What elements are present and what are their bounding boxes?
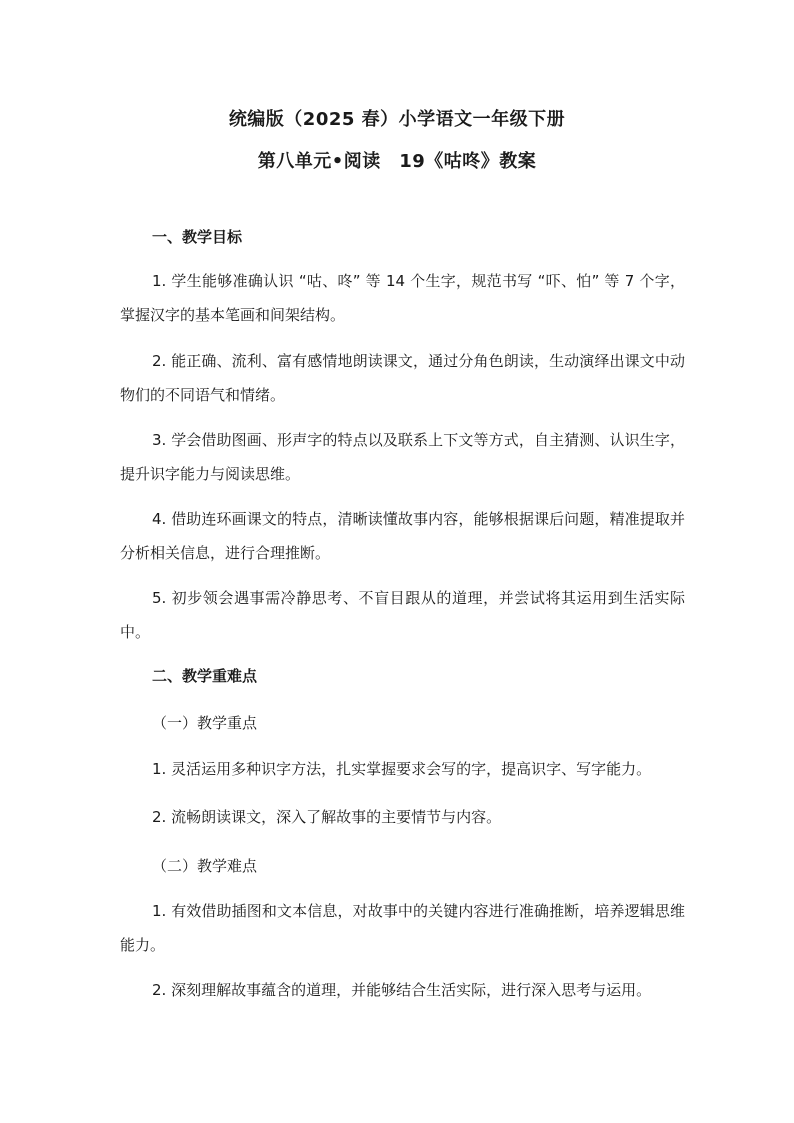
section-heading-teaching-goals: 一、教学目标	[152, 228, 243, 246]
document-subtitle: 第八单元•阅读 19《咕咚》教案	[257, 151, 537, 172]
goal-item: 3. 学会借助图画、形声字的特点以及联系上下文等方式，自主猜测、认识生字，提升识字能力与阅读思维。	[120, 431, 685, 483]
subsection-heading-key-points: （一）教学重点	[152, 714, 258, 732]
goal-item: 5. 初步领会遇事需冷静思考、不盲目跟从的道理，并尝试将其运用到生活实际中。	[120, 589, 685, 641]
subsection-heading-difficulties: （二）教学难点	[152, 857, 258, 875]
goal-item: 2. 能正确、流利、富有感情地朗读课文，通过分角色朗读，生动演绎出课文中动物们的不同语气和情绪。	[120, 352, 685, 404]
key-point-item: 2. 流畅朗读课文，深入了解故事的主要情节与内容。	[152, 808, 502, 826]
goal-item: 4. 借助连环画课文的特点，清晰读懂故事内容，能够根据课后问题，精准提取并分析相关信息，进行合理推断。	[120, 510, 685, 562]
difficulty-item: 2. 深刻理解故事蕴含的道理，并能够结合生活实际，进行深入思考与运用。	[152, 981, 652, 999]
difficulty-item: 1. 有效借助插图和文本信息，对故事中的关键内容进行准确推断，培养逻辑思维能力。	[120, 902, 685, 954]
section-heading-key-difficulties: 二、教学重难点	[152, 667, 258, 685]
document-title: 统编版（2025 春）小学语文一年级下册	[228, 109, 566, 130]
key-point-item: 1. 灵活运用多种识字方法，扎实掌握要求会写的字，提高识字、写字能力。	[152, 760, 652, 778]
goal-item: 1. 学生能够准确认识 “咕、咚” 等 14 个生字，规范书写 “吓、怕” 等 7 个字，掌握汉字的基本笔画和间架结构。	[120, 272, 685, 324]
